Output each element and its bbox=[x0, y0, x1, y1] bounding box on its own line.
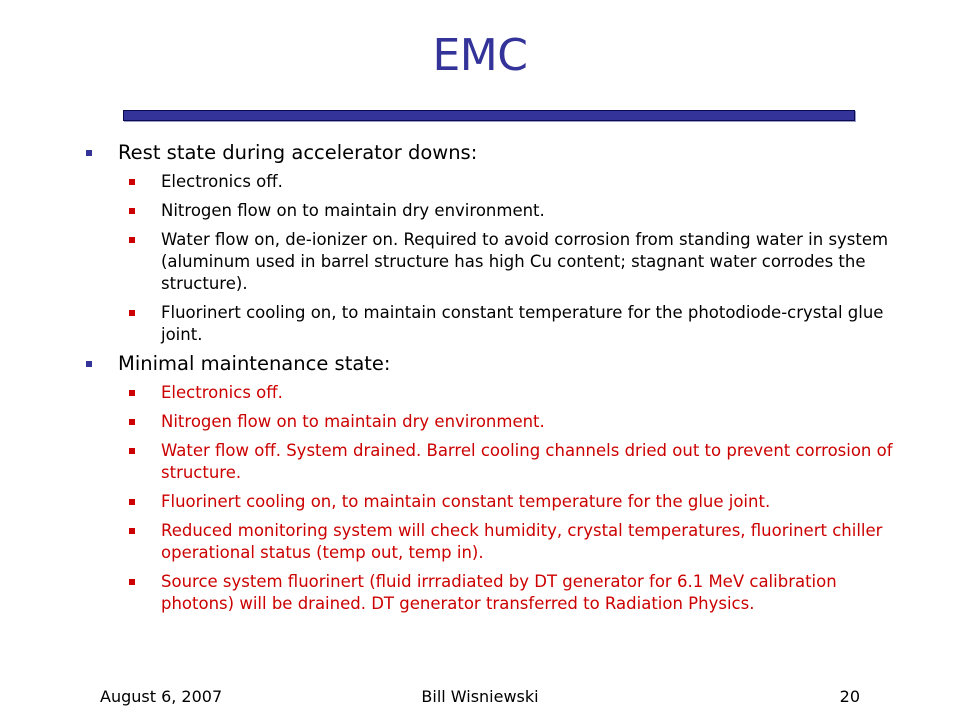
slide-title: EMC bbox=[432, 30, 528, 81]
section-rest-state bbox=[86, 140, 906, 346]
list-item: Nitrogen flow on to maintain dry environment. bbox=[129, 200, 906, 222]
square-bullet-icon bbox=[129, 448, 135, 454]
list-item: Fluorinert cooling on, to maintain constant temperature for the photodiode-crystal glue joint. bbox=[129, 302, 906, 346]
section-minimal-maintenance bbox=[86, 351, 906, 615]
footer-page-number: 20 bbox=[839, 687, 860, 706]
square-bullet-icon bbox=[129, 528, 135, 534]
list-item: Nitrogen flow on to maintain dry environment. bbox=[129, 411, 906, 433]
bullet-list bbox=[86, 140, 906, 615]
footer-date: August 6, 2007 bbox=[100, 687, 223, 706]
sub-list bbox=[129, 171, 906, 346]
square-bullet-icon bbox=[129, 419, 135, 425]
list-item: Fluorinert cooling on, to maintain constant temperature for the glue joint. bbox=[129, 491, 906, 513]
title-underline-bar bbox=[123, 110, 855, 121]
square-bullet-icon bbox=[129, 499, 135, 505]
sub-list bbox=[129, 382, 906, 615]
section-heading: Rest state during accelerator downs: bbox=[118, 141, 478, 164]
square-bullet-icon bbox=[86, 150, 92, 156]
square-bullet-icon bbox=[129, 208, 135, 214]
square-bullet-icon bbox=[129, 179, 135, 185]
list-item: Water flow off. System drained. Barrel cooling channels dried out to prevent corrosion of structure. bbox=[129, 440, 906, 484]
square-bullet-icon bbox=[129, 390, 135, 396]
list-item: Electronics off. bbox=[129, 171, 906, 193]
footer-author: Bill Wisniewski bbox=[421, 687, 539, 706]
list-item: Water flow on, de-ionizer on. Required to avoid corrosion from standing water in system (aluminum used in barrel structure has high Cu content; stagnant water corrodes the structure). bbox=[129, 229, 906, 295]
square-bullet-icon bbox=[129, 237, 135, 243]
section-heading: Minimal maintenance state: bbox=[118, 352, 391, 375]
list-item: Reduced monitoring system will check humidity, crystal temperatures, fluorinert chiller operational status (temp out, temp in). bbox=[129, 520, 906, 564]
square-bullet-icon bbox=[129, 579, 135, 585]
list-item: Electronics off. bbox=[129, 382, 906, 404]
square-bullet-icon bbox=[129, 310, 135, 316]
list-item: Source system fluorinert (fluid irrradiated by DT generator for 6.1 MeV calibration photons) will be drained. DT generator transferred to Radiation Physics. bbox=[129, 571, 906, 615]
square-bullet-icon bbox=[86, 361, 92, 367]
